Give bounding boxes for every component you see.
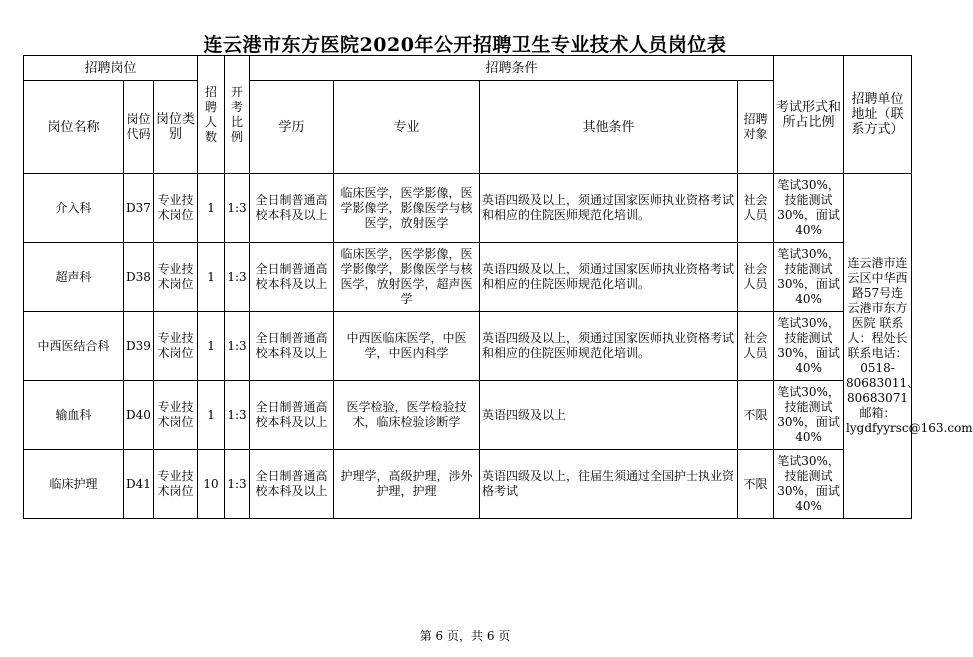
post-ratio: 1:3	[225, 381, 250, 450]
post-count: 1	[198, 243, 225, 312]
post-major: 护理学，高级护理，涉外护理，护理	[334, 450, 480, 519]
post-ratio: 1:3	[225, 243, 250, 312]
post-exam: 笔试30%，技能测试30%，面试40%	[774, 312, 844, 381]
post-target: 社会人员	[738, 243, 774, 312]
post-target: 社会人员	[738, 312, 774, 381]
post-major: 临床医学，医学影像，医学影像学，影像医学与核医学，放射医学，超声医学	[334, 243, 480, 312]
post-code: D40	[124, 381, 154, 450]
post-education: 全日制普通高校本科及以上	[250, 243, 334, 312]
header-exam: 考试形式和所占比例	[774, 56, 844, 174]
table-row	[24, 174, 912, 243]
header-post-type: 岗位类别	[154, 81, 198, 174]
header-other: 其他条件	[480, 81, 738, 174]
post-name: 临床护理	[24, 450, 124, 519]
post-other: 英语四级及以上	[480, 381, 738, 450]
header-post-code: 岗位代码	[124, 81, 154, 174]
post-ratio: 1:3	[225, 174, 250, 243]
post-target: 不限	[738, 450, 774, 519]
page-footer: 第 6 页，共 6 页	[419, 629, 511, 643]
header-major: 专业	[334, 81, 480, 174]
post-ratio: 1:3	[225, 450, 250, 519]
post-education: 全日制普通高校本科及以上	[250, 450, 334, 519]
post-other: 英语四级及以上，须通过国家医师执业资格考试和相应的住院医师规范化培训。	[480, 243, 738, 312]
header-group-conditions: 招聘条件	[250, 56, 774, 81]
post-name: 超声科	[24, 243, 124, 312]
post-education: 全日制普通高校本科及以上	[250, 174, 334, 243]
post-type: 专业技术岗位	[154, 243, 198, 312]
post-exam: 笔试30%，技能测试30%，面试40%	[774, 381, 844, 450]
post-type: 专业技术岗位	[154, 312, 198, 381]
post-target: 不限	[738, 381, 774, 450]
header-count: 招聘人数	[198, 56, 225, 174]
post-name: 中西医结合科	[24, 312, 124, 381]
post-exam: 笔试30%，技能测试30%，面试40%	[774, 174, 844, 243]
header-target: 招聘对象	[738, 81, 774, 174]
post-education: 全日制普通高校本科及以上	[250, 381, 334, 450]
post-name: 介入科	[24, 174, 124, 243]
post-type: 专业技术岗位	[154, 381, 198, 450]
header-unit: 招聘单位地址（联系方式）	[844, 56, 912, 174]
post-target: 社会人员	[738, 174, 774, 243]
post-count: 1	[198, 312, 225, 381]
post-ratio: 1:3	[225, 312, 250, 381]
table-row	[24, 381, 912, 450]
post-count: 1	[198, 174, 225, 243]
post-code: D39	[124, 312, 154, 381]
post-code: D37	[124, 174, 154, 243]
post-other: 英语四级及以上，往届生须通过全国护士执业资格考试	[480, 450, 738, 519]
header-ratio: 开考比例	[225, 56, 250, 174]
post-type: 专业技术岗位	[154, 450, 198, 519]
page-title: 连云港市东方医院2020年公开招聘卫生专业技术人员岗位表	[203, 34, 727, 56]
post-code: D38	[124, 243, 154, 312]
post-code: D41	[124, 450, 154, 519]
header-group-post: 招聘岗位	[24, 56, 198, 81]
table-row	[24, 243, 912, 312]
recruitment-table	[23, 55, 973, 519]
header-post-name: 岗位名称	[24, 81, 124, 174]
table-row	[24, 312, 912, 381]
post-education: 全日制普通高校本科及以上	[250, 312, 334, 381]
unit-contact: 连云港市连云区中华西路57号连云港市东方医院 联系人：程处长 联系电话：0518-80683011、80683071 邮箱：lygdfyyrsc@163.com	[844, 174, 912, 519]
header-education: 学历	[250, 81, 334, 174]
post-major: 中西医临床医学，中医学，中医内科学	[334, 312, 480, 381]
post-exam: 笔试30%，技能测试30%，面试40%	[774, 450, 844, 519]
post-type: 专业技术岗位	[154, 174, 198, 243]
table-row	[24, 450, 912, 519]
post-other: 英语四级及以上，须通过国家医师执业资格考试和相应的住院医师规范化培训。	[480, 174, 738, 243]
post-major: 医学检验，医学检验技术，临床检验诊断学	[334, 381, 480, 450]
post-other: 英语四级及以上，须通过国家医师执业资格考试和相应的住院医师规范化培训。	[480, 312, 738, 381]
post-count: 1	[198, 381, 225, 450]
post-major: 临床医学，医学影像，医学影像学，影像医学与核医学，放射医学	[334, 174, 480, 243]
post-exam: 笔试30%，技能测试30%，面试40%	[774, 243, 844, 312]
post-name: 输血科	[24, 381, 124, 450]
post-count: 10	[198, 450, 225, 519]
